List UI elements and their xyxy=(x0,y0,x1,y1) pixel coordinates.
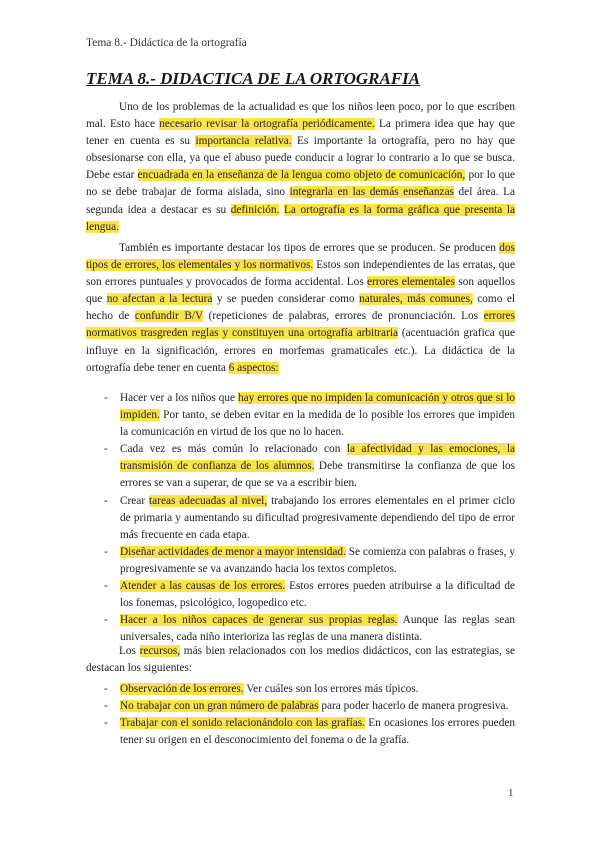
paragraph-resources xyxy=(86,643,515,677)
highlighted-text: La ortografía es la forma gráfica que presenta la lengua. xyxy=(86,203,515,233)
list-dash-marker: - xyxy=(104,700,108,713)
text-run: (acentuación grafica que influye en la significación, errores en morfemas gramaticales etc.). La didáctica de la ortografía debe tener en cuenta xyxy=(86,327,516,374)
list-item xyxy=(86,681,515,698)
text-run: Por tanto, se deben evitar en la medida de lo posible los errores que impiden la comunicación en virtud de los que no lo hacen. xyxy=(120,409,515,439)
highlighted-text: encuadrada en la enseñanza de la lengua como objeto de comunicación, xyxy=(137,169,466,182)
highlighted-text: naturales, más comunes, xyxy=(359,293,473,306)
text-run: Estos errores pueden atribuirse a la dificultad de los fonemas, psicológico, logopedico etc. xyxy=(120,580,515,610)
text-run: Estos son independientes de las erratas, que son errores puntuales y provocados de forma accidental. Los xyxy=(86,259,516,289)
list-dash-marker: - xyxy=(104,392,108,404)
list-item xyxy=(86,441,515,492)
list-item xyxy=(86,544,515,578)
text-run: Se comienza con palabras o frases, y progresivamente se va avanzando hacia los textos completos. xyxy=(120,545,516,575)
text-run: Hacer ver a los niños que xyxy=(120,392,238,404)
highlighted-text: Hacer a los niños capaces de generar sus propias reglas. xyxy=(120,614,398,627)
page-number: 1 xyxy=(508,787,514,799)
text-run: del área. La segunda idea a destacar es su xyxy=(86,186,515,216)
highlighted-text: la afectividad y las emociones, la transmisión de confianza de los alumnos. xyxy=(120,443,516,473)
text-run: Cada vez es más común lo relacionado con xyxy=(120,443,347,456)
text-run: son aquellos que xyxy=(86,276,515,306)
text-run: para poder hacerlo de manera progresiva. xyxy=(318,700,509,713)
text-run: Los xyxy=(119,645,140,657)
list-item xyxy=(86,493,515,544)
text-run: más bien relacionados con los medios didácticos, con las estrategias, se destacan los siguientes: xyxy=(86,645,515,675)
highlighted-text: 6 aspectos: xyxy=(228,361,279,374)
list-dash-marker: - xyxy=(104,545,108,558)
list-dash-marker: - xyxy=(104,494,108,507)
resources-list xyxy=(86,681,515,749)
list-item xyxy=(86,612,515,646)
paragraph-error-types xyxy=(86,240,515,377)
text-run: trabajando los errores elementales en el primer ciclo de primaria y aumentando su dificultad progresivamente dependiendo del tipo de error más frecuente en cada etapa. xyxy=(120,494,515,541)
text-run: Aunque las reglas sean universales, cada niño interioriza las reglas de una manera distinta. xyxy=(120,614,515,644)
list-item xyxy=(86,715,515,749)
text-run: Uno de los problemas de la actualidad es que los niños leen poco, por lo que escriben mal. Esto hace xyxy=(86,101,515,131)
list-dash-marker: - xyxy=(104,443,108,456)
highlighted-text: confundir B/V xyxy=(134,310,203,323)
text-run: Es importante la ortografía, pero no hay que obsesionarse con ella, ya que el abuso puede conducir a lograr lo contrario a lo que se busca. Debe estar xyxy=(86,135,515,182)
aspects-list xyxy=(86,390,515,646)
text-run: Debe transmitirse la confianza de que los errores se van a superar, de que se va a escribir bien. xyxy=(120,460,516,490)
highlighted-text: importancia relativa. xyxy=(195,135,292,148)
highlighted-text: dos tipos de errores, los elementales y los normativos. xyxy=(86,242,515,272)
text-run: y se pueden considerar como xyxy=(212,293,360,306)
text-run: Crear xyxy=(120,494,150,507)
highlighted-text: Observación de los errores. xyxy=(120,683,244,695)
running-header: Tema 8.- Didáctica de la ortografía xyxy=(86,37,247,49)
highlighted-text: tareas adecuadas al nivel, xyxy=(149,494,268,507)
list-dash-marker: - xyxy=(104,614,108,627)
paragraph-intro xyxy=(86,99,515,236)
highlighted-text: errores normativos trasgreden reglas y constituyen una ortografía arbitraria xyxy=(86,310,516,340)
text-run: Ver cuáles son los errores más típicos. xyxy=(243,683,419,695)
list-dash-marker: - xyxy=(104,717,108,730)
highlighted-text: No trabajar con un gran número de palabras xyxy=(120,700,319,713)
list-item xyxy=(86,390,515,441)
highlighted-text: definición. xyxy=(230,203,280,216)
text-run: En ocasiones los errores pueden tener su origen en el desconocimiento del fonema o de la grafía. xyxy=(120,717,516,747)
highlighted-text: recursos, xyxy=(139,645,181,657)
list-item xyxy=(86,698,515,715)
highlighted-text: integrarla en las demás enseñanzas xyxy=(289,186,454,199)
list-dash-marker: - xyxy=(104,683,108,695)
highlighted-text: errores elementales xyxy=(367,276,456,289)
list-item xyxy=(86,578,515,612)
text-run: como el hecho de xyxy=(86,293,515,323)
text-run: También es importante destacar los tipos de errores que se producen. Se producen xyxy=(119,242,500,254)
highlighted-text: Diseñar actividades de menor a mayor intensidad. xyxy=(120,545,346,558)
page-title: TEMA 8.- DIDACTICA DE LA ORTOGRAFIA xyxy=(86,69,421,88)
text-run: (repeticiones de palabras, errores de pronunciación. Los xyxy=(203,310,484,323)
text-run: La primera idea que hay que tener en cuenta es su xyxy=(86,118,515,148)
highlighted-text: necesario revisar la ortografía periódicamente. xyxy=(159,118,375,131)
text-run: por lo que no se debe trabajar de forma aislada, sino xyxy=(86,169,515,199)
highlighted-text: hay errores que no impiden la comunicación y otros que si lo impiden. xyxy=(120,392,515,422)
list-dash-marker: - xyxy=(104,580,108,593)
highlighted-text: no afectan a la lectura xyxy=(106,293,213,306)
highlighted-text: Atender a las causas de los errores. xyxy=(120,580,286,593)
highlighted-text: Trabajar con el sonido relacionándolo con las grafías. xyxy=(120,717,365,730)
